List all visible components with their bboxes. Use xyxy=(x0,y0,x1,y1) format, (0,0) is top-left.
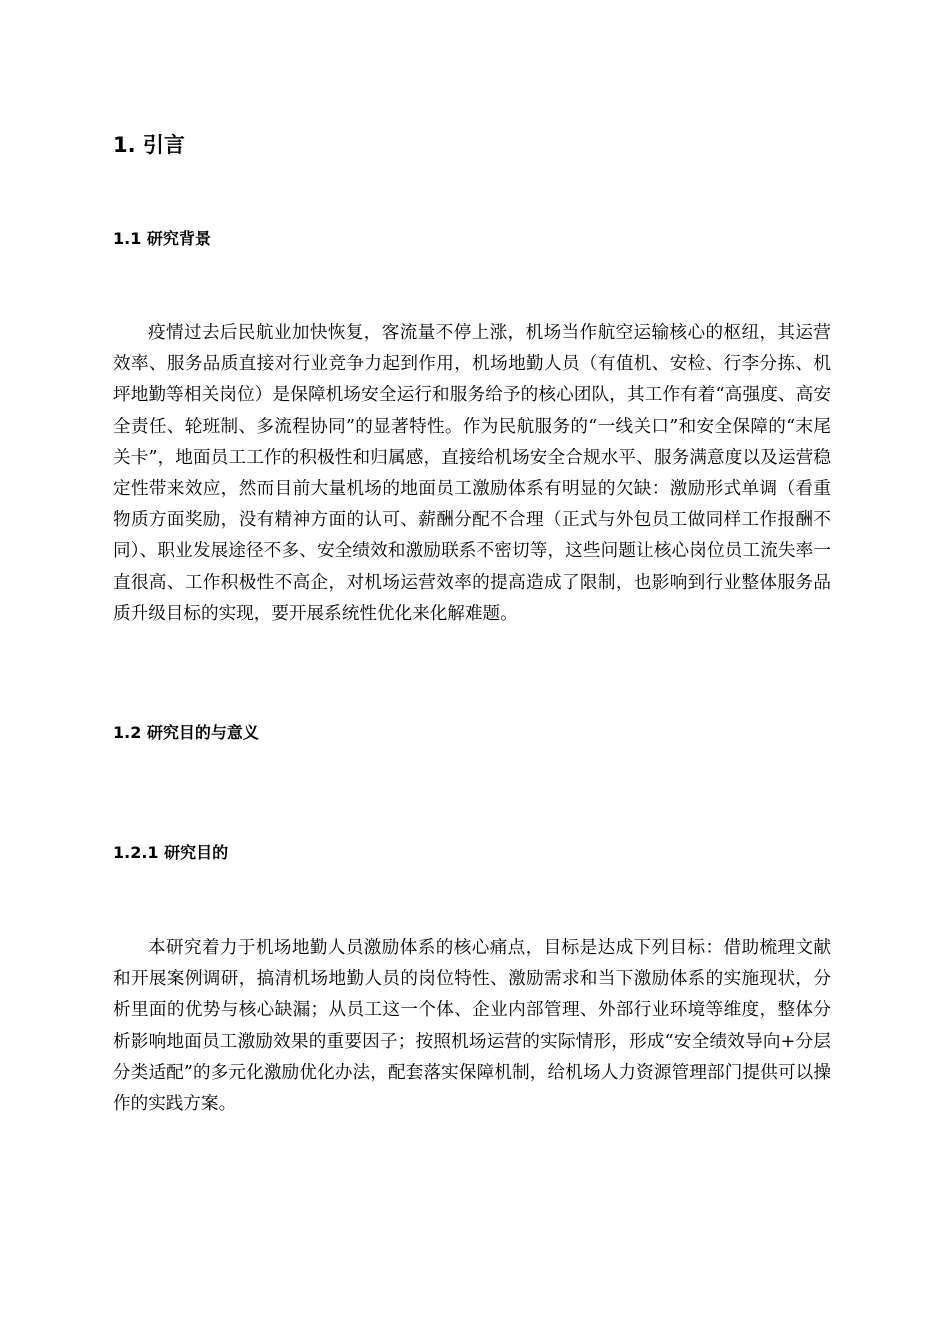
section-1-1-paragraph: 疫情过去后民航业加快恢复，客流量不停上涨，机场当作航空运输核心的枢纽，其运营效率、服务品质直接对行业竞争力起到作用，机场地勤人员（有值机、安检、行李分拣、机坪地勤等相关岗位）是保障机场安全运行和服务给予的核心团队，其工作有着“高强度、高安全责任、轮班制、多流程协同”的显著特性。作为民航服务的“一线关口”和安全保障的“末尾关卡”，地面员工工作的积极性和归属感，直接给机场安全合规水平、服务满意度以及运营稳定性带来效应，然而目前大量机场的地面员工激励体系有明显的欠缺：激励形式单调（看重物质方面奖励，没有精神方面的认可、薪酬分配不合理（正式与外包员工做同样工作报酬不同）、职业发展途径不多、安全绩效和激励联系不密切等，这些问题让核心岗位员工流失率一直很高、工作积极性不高企，对机场运营效率的提高造成了限制，也影响到行业整体服务品质升级目标的实现，要开展系统性优化来化解难题。 xyxy=(113,323,831,624)
section-heading-1-2: 1.2 研究目的与意义 xyxy=(113,723,259,742)
chapter-heading: 1. 引言 xyxy=(113,133,185,157)
section-heading-1-2-1: 1.2.1 研究目的 xyxy=(113,843,229,862)
section-1-2-1-paragraph: 本研究着力于机场地勤人员激励体系的核心痛点，目标是达成下列目标：借助梳理文献和开展案例调研，搞清机场地勤人员的岗位特性、激励需求和当下激励体系的实施现状，分析里面的优势与核心缺漏；从员工这一个体、企业内部管理、外部行业环境等维度，整体分析影响地面员工激励效果的重要因子；按照机场运营的实际情形，形成“安全绩效导向+分层分类适配”的多元化激励优化办法，配套落实保障机制，给机场人力资源管理部门提供可以操作的实践方案。 xyxy=(113,938,831,1115)
section-heading-1-1: 1.1 研究背景 xyxy=(113,229,211,248)
